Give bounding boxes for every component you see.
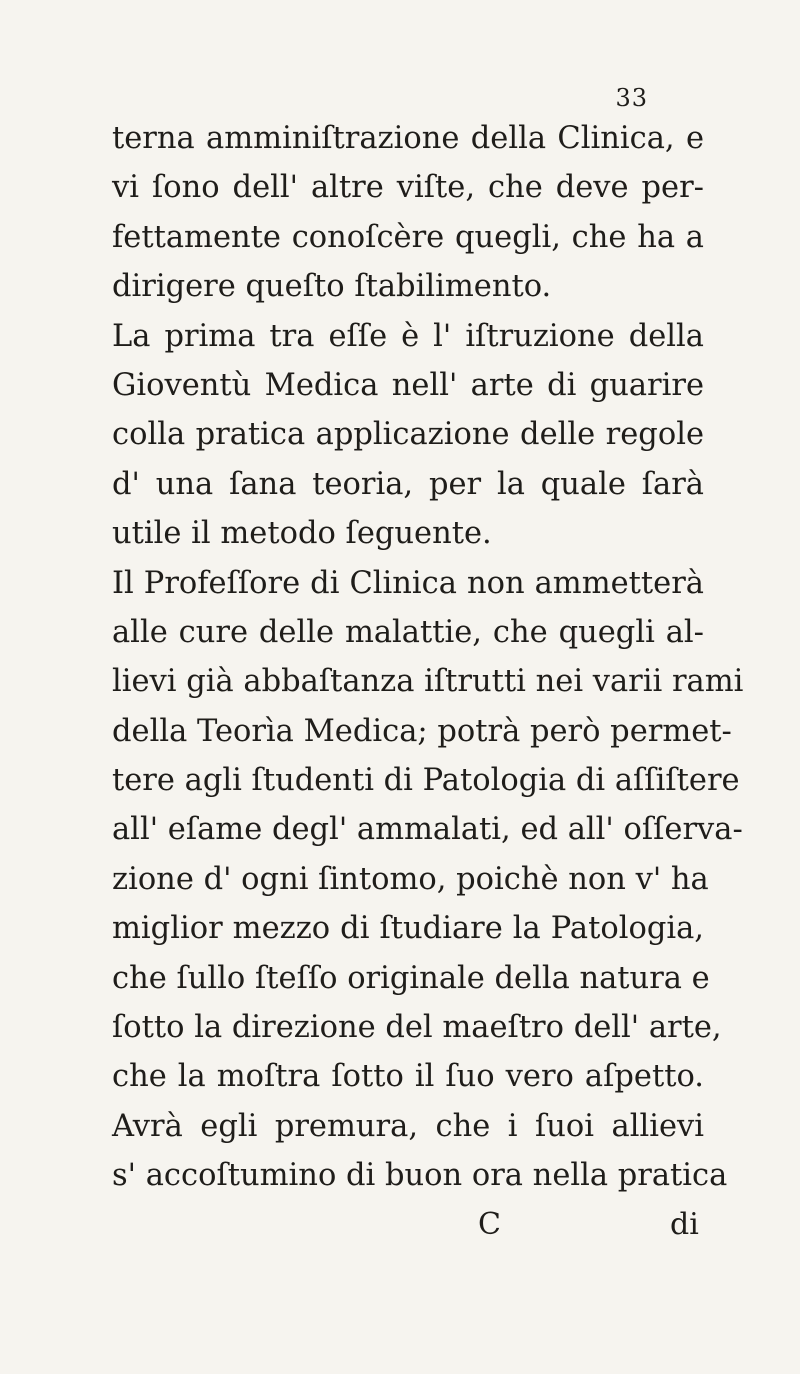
text-line-12: lievi già abbaſtanza iſtrutti nei varii rami xyxy=(112,664,744,700)
text-line-18: che ſullo ſteſſo originale della natura e xyxy=(112,960,710,996)
text-line-4: dirigere queſto ſtabilimento. xyxy=(112,269,552,305)
text-line-9: utile il metodo ſeguente. xyxy=(112,516,492,552)
signature-mark: C xyxy=(478,1207,501,1242)
text-line-14: tere agli ſtudenti di Patologia di aſſiſtere xyxy=(112,763,740,799)
catchword: di xyxy=(670,1207,699,1242)
text-line-13: della Teorìa Medica; potrà però permet- xyxy=(112,713,732,749)
page-footer xyxy=(112,1200,704,1249)
text-line-15: all' eſame degl' ammalati, ed all' oſſerva- xyxy=(112,812,743,848)
text-line-6: Gioventù Medica nell' arte di guarire xyxy=(112,367,704,403)
text-line-7: colla pratica applicazione delle regole xyxy=(112,417,704,453)
text-line-17: miglior mezzo di ſtudiare la Patologia, xyxy=(112,911,704,947)
text-line-19: ſotto la direzione del maeſtro dell' arte, xyxy=(112,1010,722,1046)
text-line-20: che la moſtra ſotto il ſuo vero aſpetto. xyxy=(112,1059,704,1095)
text-line-5: La prima tra eſſe è l' iſtruzione della xyxy=(112,318,704,354)
text-line-2: vi ſono dell' altre viſte, che deve per- xyxy=(112,170,704,206)
text-line-16: zione d' ogni ſintomo, poichè non v' ha xyxy=(112,861,709,897)
text-line-8: d' una ſana teoria, per la quale ſarà xyxy=(112,466,704,502)
body-text xyxy=(112,114,744,1201)
page-number: 33 xyxy=(615,84,648,112)
text-line-1: terna amminiſtrazione della Clinica, e xyxy=(112,121,704,156)
text-line-22: s' accoſtumino di buon ora nella pratica xyxy=(112,1158,728,1194)
text-line-21: Avrà egli premura, che i ſuoi allievi xyxy=(112,1108,704,1144)
text-line-11: alle cure delle malattie, che quegli al- xyxy=(112,614,704,650)
text-line-10: Il Profeſſore di Clinica non ammetterà xyxy=(112,565,704,601)
text-line-3: fettamente conoſcère quegli, che ha a xyxy=(112,219,704,255)
